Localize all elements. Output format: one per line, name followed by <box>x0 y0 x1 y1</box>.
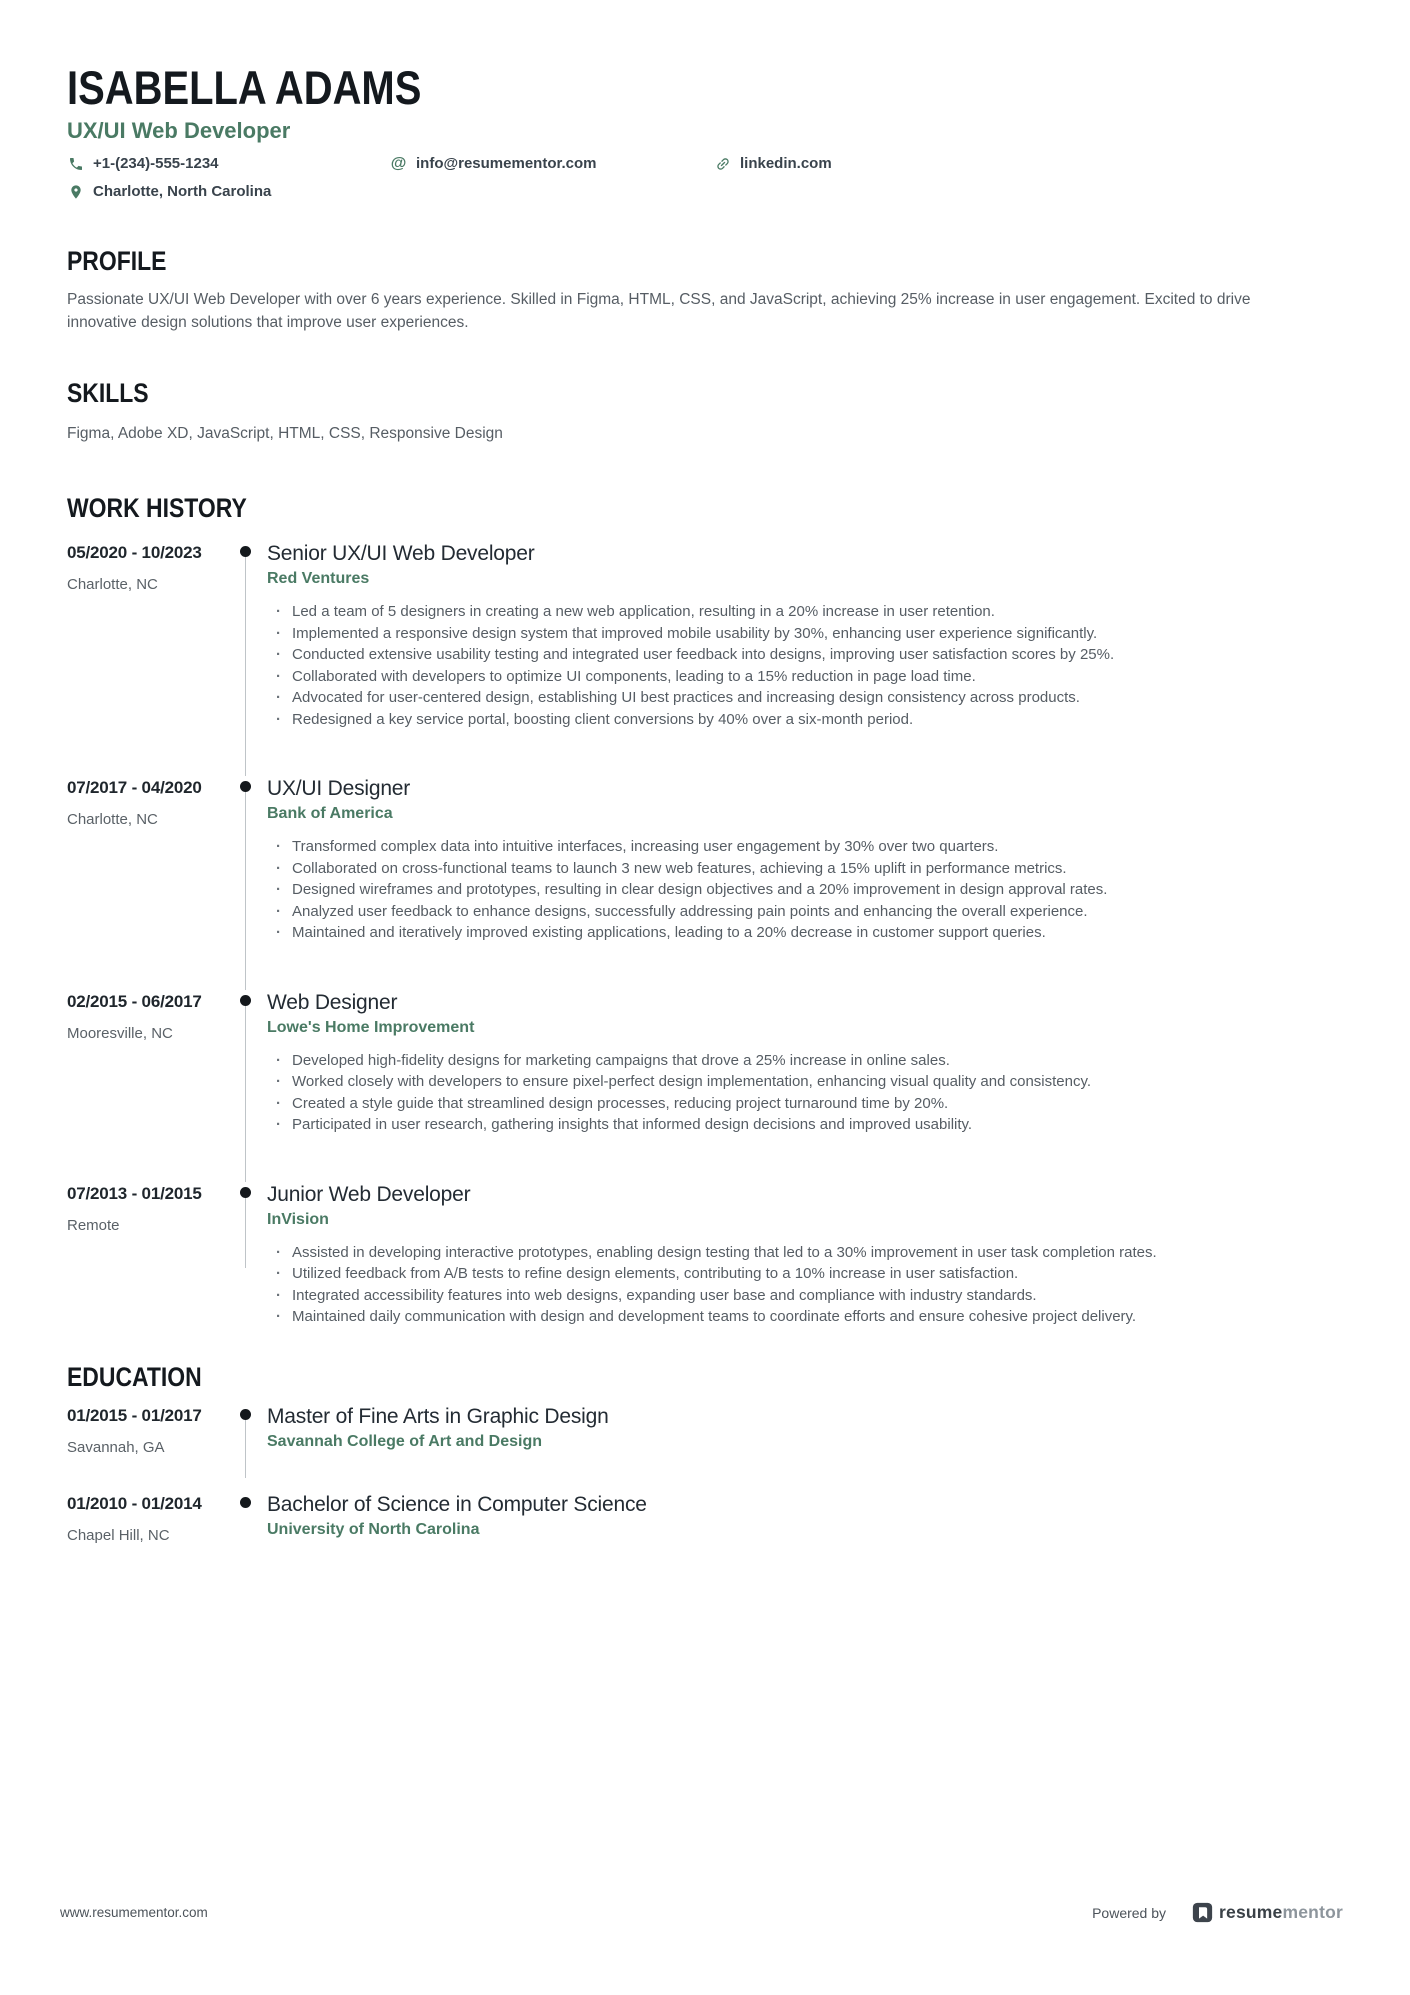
company-name: Red Ventures <box>267 570 370 587</box>
website-url[interactable]: www.resumementor.com <box>60 1905 208 1920</box>
location-item <box>67 182 271 202</box>
work-entry <box>67 1182 1343 1328</box>
bullet-item: · Implemented a responsive design system that improved mobile usability by 30%, enhancing user experience significantly. <box>267 623 1343 645</box>
phone-contact[interactable] <box>67 154 390 174</box>
company-name: Lowe's Home Improvement <box>267 1018 475 1036</box>
timeline-marker <box>237 1492 267 1546</box>
email-contact[interactable] <box>390 154 714 174</box>
school-name: Savannah College of Art and Design <box>267 1432 543 1450</box>
entry-dates-column <box>67 541 237 730</box>
entry-body <box>267 776 1343 944</box>
work-history-section <box>67 493 1343 1328</box>
entry-dates-column <box>67 1492 237 1546</box>
timeline-marker <box>237 776 267 944</box>
location-text: Charlotte, North Carolina <box>93 183 272 200</box>
degree-title: Master of Fine Arts in Graphic Design <box>267 1404 609 1428</box>
bullet-item: · Maintained and iteratively improved existing applications, leading to a 20% decrease in customer support queries. <box>267 922 1343 944</box>
bullet-item: · Maintained daily communication with design and development teams to coordinate efforts and ensure cohesive project delivery. <box>267 1306 1343 1328</box>
bullet-item: · Analyzed user feedback to enhance designs, successfully addressing pain points and enhancing the overall experience. <box>267 901 1343 923</box>
resumementor-logo-icon <box>1192 1902 1213 1923</box>
bullet-item: · Transformed complex data into intuitive interfaces, increasing user engagement by 30% over two quarters. <box>267 836 1343 858</box>
entry-body <box>267 1492 1343 1546</box>
linkedin-url: linkedin.com <box>740 155 832 172</box>
work-history-heading: WORK HISTORY <box>67 493 247 523</box>
profile-section <box>67 246 1343 334</box>
location-pin-icon <box>67 184 84 201</box>
job-title: Web Designer <box>267 990 398 1014</box>
bullet-item: · Assisted in developing interactive prototypes, enabling design testing that led to a 30% improvement in user task completion rates. <box>267 1242 1343 1264</box>
entry-dates-column <box>67 990 237 1136</box>
bullet-item: · Collaborated on cross-functional teams to launch 3 new web features, achieving a 15% uplift in performance metrics. <box>267 858 1343 880</box>
powered-by-block <box>1092 1902 1343 1923</box>
job-title: UX/UI Designer <box>267 777 411 800</box>
entry-dates: 02/2015 - 06/2017 <box>67 991 202 1011</box>
bullet-item: · Integrated accessibility features into web designs, expanding user base and compliance with industry standards. <box>267 1285 1343 1307</box>
bullet-item: · Participated in user research, gathering insights that informed design decisions and improved usability. <box>267 1114 1343 1136</box>
bullet-item: · Led a team of 5 designers in creating a new web application, resulting in a 20% increase in user retention. <box>267 601 1343 623</box>
bullet-item: · Conducted extensive usability testing and integrated user feedback into designs, improving user satisfaction scores by 25%. <box>267 644 1343 666</box>
entry-dates: 07/2017 - 04/2020 <box>67 778 202 797</box>
entry-location: Savannah, GA <box>67 1438 165 1456</box>
page-footer <box>60 1902 1343 1923</box>
email-address: info@resumementor.com <box>416 155 597 172</box>
resumementor-brand[interactable] <box>1192 1902 1343 1923</box>
bullet-list <box>267 1242 1343 1328</box>
entry-dates: 01/2015 - 01/2017 <box>67 1405 202 1425</box>
timeline-marker <box>237 1404 267 1458</box>
location-row <box>67 182 1343 202</box>
entry-dates: 07/2013 - 01/2015 <box>67 1183 202 1203</box>
skills-text: Figma, Adobe XD, JavaScript, HTML, CSS, Responsive Design <box>67 425 503 442</box>
entry-body <box>267 541 1343 730</box>
job-title: Junior Web Developer <box>267 1182 471 1206</box>
entry-dates: 05/2020 - 10/2023 <box>67 543 202 562</box>
degree-title: Bachelor of Science in Computer Science <box>267 1492 647 1516</box>
entry-location: Charlotte, NC <box>67 811 158 828</box>
company-name: InVision <box>267 1210 329 1228</box>
phone-number: +1-(234)-555-1234 <box>93 155 219 172</box>
resume-header <box>67 62 1343 202</box>
bullet-item: · Advocated for user-centered design, establishing UI best practices and increasing design consistency across products. <box>267 687 1343 709</box>
linkedin-contact[interactable] <box>714 154 832 174</box>
profile-text: Passionate UX/UI Web Developer with over 6 years experience. Skilled in Figma, HTML, CSS, and JavaScript, achieving 25% increase in user engagement. Excited to drive innovative design solutions that improve user experiences. <box>67 291 1251 331</box>
bullet-list <box>267 836 1343 944</box>
timeline-marker <box>237 1182 267 1328</box>
work-entry <box>67 990 1343 1136</box>
entry-body <box>267 990 1343 1136</box>
contact-row <box>67 154 1343 174</box>
email-icon: @ <box>390 155 407 172</box>
entry-location: Remote <box>67 1216 120 1234</box>
bullet-item: · Worked closely with developers to ensure pixel-perfect design implementation, enhancing visual quality and consistency. <box>267 1071 1343 1093</box>
brand-text-bold: resume <box>1219 1902 1283 1922</box>
education-heading: EDUCATION <box>67 1361 202 1392</box>
entry-location: Mooresville, NC <box>67 1024 173 1042</box>
profile-heading: PROFILE <box>67 246 167 276</box>
skills-heading: SKILLS <box>67 378 149 408</box>
link-icon <box>714 156 731 173</box>
entry-dates-column <box>67 776 237 944</box>
person-job-title: UX/UI Web Developer <box>67 118 291 143</box>
bullet-item: · Redesigned a key service portal, boosting client conversions by 40% over a six-month period. <box>267 709 1343 731</box>
bullet-list <box>267 1050 1343 1136</box>
timeline-marker <box>237 541 267 730</box>
entry-location: Chapel Hill, NC <box>67 1526 170 1544</box>
education-section <box>67 1362 1343 1546</box>
education-entry <box>67 1404 1343 1458</box>
brand-text-light: mentor <box>1282 1902 1343 1922</box>
entry-dates-column <box>67 1404 237 1458</box>
phone-icon <box>67 156 84 173</box>
entry-dates-column <box>67 1182 237 1328</box>
bullet-item: · Collaborated with developers to optimize UI components, leading to a 15% reduction in page load time. <box>267 666 1343 688</box>
timeline-marker <box>237 990 267 1136</box>
entry-location: Charlotte, NC <box>67 576 158 593</box>
company-name: Bank of America <box>267 805 393 822</box>
entry-dates: 01/2010 - 01/2014 <box>67 1493 202 1513</box>
education-entries <box>67 1404 1343 1546</box>
powered-by-label: Powered by <box>1092 1904 1167 1921</box>
entry-body <box>267 1182 1343 1328</box>
work-entry <box>67 776 1343 944</box>
person-name: ISABELLA ADAMS <box>67 61 422 114</box>
bullet-item: · Developed high-fidelity designs for marketing campaigns that drove a 25% increase in online sales. <box>267 1050 1343 1072</box>
bullet-item: · Created a style guide that streamlined design processes, reducing project turnaround time by 20%. <box>267 1093 1343 1115</box>
education-entry <box>67 1492 1343 1546</box>
job-title: Senior UX/UI Web Developer <box>267 542 535 565</box>
bullet-list <box>267 601 1343 730</box>
bullet-item: · Utilized feedback from A/B tests to refine design elements, contributing to a 10% increase in user satisfaction. <box>267 1263 1343 1285</box>
brand-text <box>1219 1902 1343 1923</box>
work-entry <box>67 541 1343 730</box>
school-name: University of North Carolina <box>267 1520 480 1538</box>
skills-section <box>67 378 1343 445</box>
entry-body <box>267 1404 1343 1458</box>
work-history-entries <box>67 541 1343 1328</box>
bullet-item: · Designed wireframes and prototypes, resulting in clear design objectives and a 20% improvement in design approval rates. <box>267 879 1343 901</box>
